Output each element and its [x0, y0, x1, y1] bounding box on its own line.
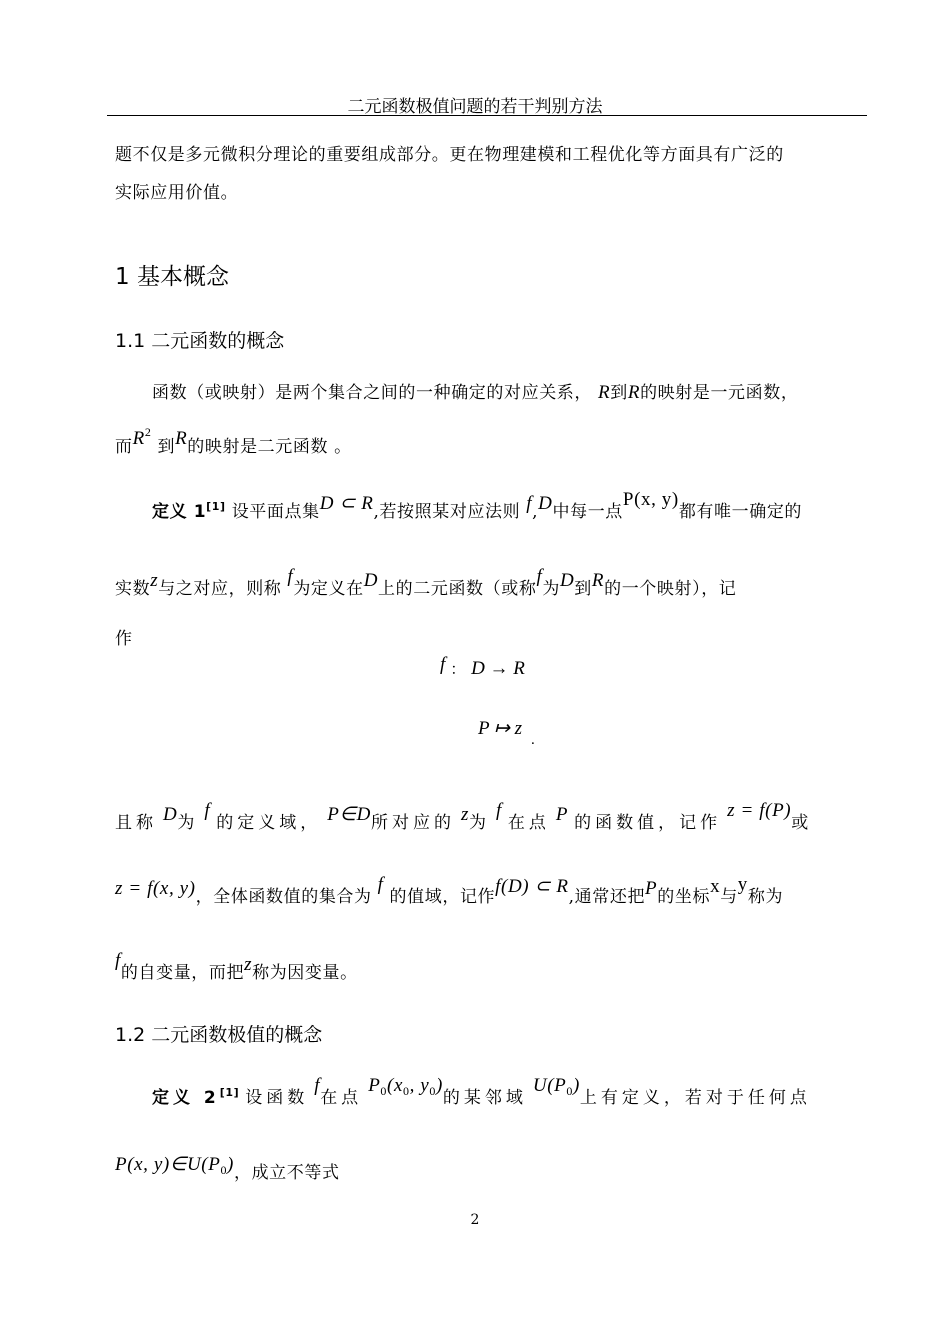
text: 或: [791, 813, 809, 833]
math-U-P0: [533, 1075, 580, 1096]
math-f: f: [496, 800, 502, 821]
text: 的自变量，而把: [120, 963, 245, 983]
subscript: 0: [566, 1084, 573, 1098]
math-f: f: [526, 493, 533, 514]
text: 为: [468, 813, 490, 833]
superscript: 2: [144, 425, 152, 439]
text: 为定义在: [293, 579, 364, 599]
subscript: 0: [429, 1084, 436, 1098]
paragraph-1-line-1: [152, 378, 798, 404]
section-1-2-heading: 1.2 二元函数极值的概念: [115, 1024, 323, 1046]
math-f: f: [204, 800, 211, 821]
mapping-line-2: [478, 717, 522, 740]
definition-1-line-1: [152, 489, 803, 523]
math-P-in-D: P∈D: [327, 804, 371, 825]
definition-2-label: 定义 2: [152, 1088, 220, 1108]
text: 的坐标: [657, 887, 711, 907]
running-header: 二元函数极值问题的若干判别方法: [347, 97, 603, 117]
text: 且称: [115, 813, 157, 833]
paragraph-1-line-2: [115, 425, 352, 458]
text: 设函数: [245, 1088, 309, 1108]
math-f: f: [377, 874, 384, 895]
colon: ：: [450, 660, 466, 678]
mapping-period: .: [531, 732, 535, 748]
intro-line-1: 题不仅是多元微积分理论的重要组成部分。更在物理建模和工程优化等方面具有广泛的: [115, 145, 784, 165]
definition-1-line-2: [115, 566, 737, 600]
text: ，全体函数值的集合为: [195, 887, 372, 907]
mapping-line-1: [440, 654, 525, 680]
math-f: f: [440, 654, 446, 675]
header-rule: [107, 115, 867, 116]
math-D: D: [559, 570, 575, 591]
text: 称为因变量。: [252, 963, 358, 983]
math-text: ): [572, 1075, 580, 1096]
page-number: 2: [470, 1212, 480, 1228]
math-R2: [132, 425, 152, 449]
text: 到: [157, 437, 176, 457]
text: ,若按照某对应法则: [373, 502, 521, 522]
math-P: P: [368, 1075, 381, 1096]
text: 的函数值，记作: [574, 813, 722, 833]
text: 称为: [747, 887, 784, 907]
citation-ref: [1]: [219, 1086, 240, 1099]
math-y: y: [737, 874, 748, 895]
text: 为: [542, 579, 560, 599]
definition-1-line-4: [115, 800, 809, 834]
math-Pxy-in-U: [115, 1154, 234, 1175]
math-text: U(P: [532, 1075, 567, 1096]
text: 的某邻域: [442, 1088, 527, 1108]
math-R: R: [175, 428, 188, 449]
definition-1-line-6: [115, 950, 358, 984]
math-text: ): [227, 1154, 234, 1175]
text: 与之对应，则称: [158, 579, 282, 599]
text: 的映射是一元函数，: [640, 383, 799, 403]
math-fD-subset-R: f(D) ⊂ R: [495, 876, 569, 897]
math-z: z: [150, 570, 159, 591]
math-P-maps-z: P ↦ z: [478, 718, 523, 739]
definition-1-label: 定义 1: [152, 502, 207, 522]
math-f: f: [287, 566, 294, 587]
math-D: D: [163, 804, 178, 825]
text: 实数: [115, 579, 151, 599]
text: ,通常还把: [568, 887, 646, 907]
text: 在点: [507, 813, 550, 833]
math-x: x: [710, 876, 721, 897]
definition-2-line-2: [115, 1154, 340, 1186]
math-f: f: [115, 950, 121, 971]
text: ，成立不等式: [233, 1163, 340, 1183]
math-text: (x: [387, 1075, 403, 1096]
math-z-eq-fP: z = f(P): [727, 800, 792, 821]
text: 上的二元函数（或称: [378, 579, 537, 599]
text: 所对应的: [370, 813, 455, 833]
math-f: f: [536, 566, 543, 587]
math-text: , y: [409, 1075, 430, 1096]
math-D-to-R: D → R: [471, 658, 525, 679]
text: 的定义域，: [216, 813, 322, 833]
math-f: f: [314, 1075, 321, 1096]
math-R: R: [132, 428, 145, 449]
math-z: z: [460, 804, 469, 825]
definition-1-line-3: 作: [115, 629, 133, 649]
math-D: D: [538, 493, 553, 514]
text: 为: [177, 813, 199, 833]
text: 中每一点: [552, 502, 623, 522]
text: 在点: [320, 1088, 363, 1108]
text: 的值域，记作: [389, 887, 496, 907]
text: 上有定义，若对于任何点: [579, 1088, 811, 1108]
math-D-subset-R: D ⊂ R: [319, 493, 374, 514]
text: 函数（或映射）是两个集合之间的一种确定的对应关系，: [152, 383, 592, 403]
text: 的映射是二元函数 。: [187, 437, 352, 457]
section-1-1-heading: 1.1 二元函数的概念: [115, 330, 285, 352]
math-R: R: [627, 382, 641, 403]
math-P0-x0-y0: [368, 1075, 443, 1096]
math-D: D: [363, 570, 379, 591]
definition-1-line-5: [115, 874, 784, 908]
math-Pxy: P(x, y): [622, 489, 679, 510]
definition-2-line-1: [152, 1075, 811, 1111]
citation-ref: [1]: [206, 500, 226, 513]
text: 而: [115, 437, 133, 457]
math-P: P: [555, 804, 569, 825]
math-R: R: [591, 570, 605, 591]
text: 设平面点集: [231, 502, 320, 522]
math-P: P: [645, 878, 658, 899]
math-z: z: [244, 954, 253, 975]
text: 与: [720, 887, 738, 907]
subscript: 0: [380, 1084, 388, 1098]
text: 到: [574, 579, 592, 599]
math-text: ): [435, 1075, 443, 1096]
subscript: 0: [403, 1084, 410, 1098]
subscript: 0: [220, 1163, 228, 1177]
text: ,: [532, 502, 539, 522]
text: 到: [610, 383, 628, 403]
text: 的一个映射），记: [604, 579, 737, 599]
section-1-heading: 1 基本概念: [115, 264, 229, 290]
math-text: P(x, y)∈U(P: [115, 1154, 221, 1175]
text: 都有唯一确定的: [678, 502, 803, 522]
intro-line-2: 实际应用价值。: [115, 183, 239, 203]
math-z-eq-fxy: z = f(x, y): [115, 878, 196, 899]
math-R: R: [598, 382, 611, 403]
